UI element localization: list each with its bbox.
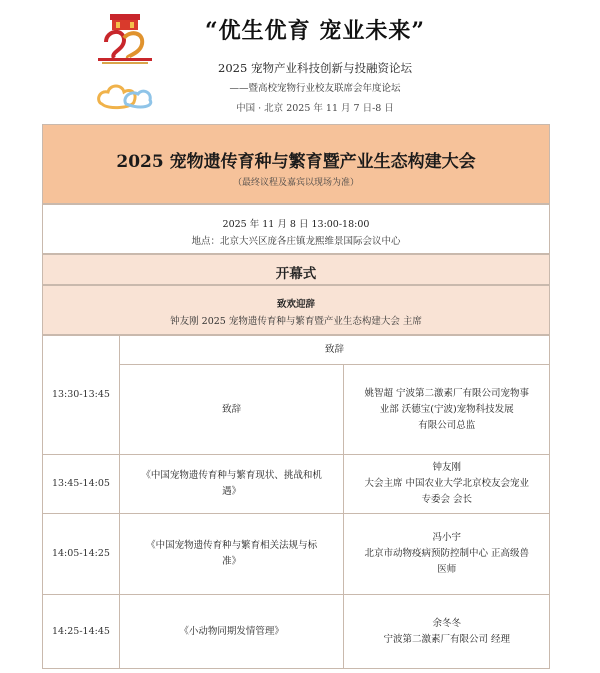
opening-title: 开幕式 <box>275 266 317 282</box>
topic-cell <box>119 514 344 595</box>
table-row <box>43 365 550 455</box>
topic-line: 《中国宠物遗传育种与繁育现状、挑战和机 <box>141 470 322 481</box>
speaker-line: 专委会 会长 <box>421 494 472 505</box>
conference-note: （最终议程及嘉宾以现场为准） <box>232 178 359 188</box>
speaker-line: 有限公司总监 <box>418 419 476 431</box>
table-row <box>43 336 550 365</box>
table-row <box>43 595 550 669</box>
schedule-header: 致辞 <box>119 336 549 365</box>
speaker-cell <box>344 455 550 514</box>
conference-title: 2025 宠物遗传育种与繁育暨产业生态构建大会 <box>116 152 476 172</box>
time-cell: 13:45-14:05 <box>43 455 120 514</box>
topic-line: 《中国宠物遗传育种与繁育相关法规与标 <box>146 540 318 551</box>
topic-line: 《小动物同期发情管理》 <box>179 625 284 637</box>
topic-line: 准》 <box>222 556 242 567</box>
speaker-line: 医师 <box>437 564 457 575</box>
time-cell: 13:30-13:45 <box>43 336 120 455</box>
speaker-cell <box>344 514 550 595</box>
speaker-line: 姚智超 宁波第二激素厂有限公司宠物事 <box>364 387 529 399</box>
topic-cell: 致辞 <box>119 365 344 455</box>
welcome-speech <box>42 285 550 335</box>
time-cell: 14:05-14:25 <box>43 514 120 595</box>
forum-title: 2025 宠物产业科技创新与投融资论坛 <box>218 61 412 75</box>
forum-date: 中国 · 北京 2025 年 11 月 7 日-8 日 <box>236 103 394 114</box>
partner-logo <box>96 80 156 112</box>
forum-subtitle: ——暨高校宠物行业校友联席会年度论坛 <box>229 83 401 94</box>
speaker-line: 大会主席 中国农业大学北京校友会宠业 <box>364 478 529 489</box>
topic-line: 遇》 <box>222 486 242 497</box>
speaker-line: 北京市动物疫病预防控制中心 正高级兽 <box>364 548 529 559</box>
forum-logo <box>90 12 160 66</box>
speaker-cell <box>344 595 550 669</box>
table-row <box>43 455 550 514</box>
page-header <box>0 0 600 118</box>
schedule-table <box>42 335 550 669</box>
conference-time: 2025 年 11 月 8 日 13:00-18:00 <box>222 219 370 230</box>
conference-info <box>42 204 550 254</box>
time-cell: 14:25-14:45 <box>43 595 120 669</box>
conference-venue: 地点：北京大兴区庞各庄镇龙熙维景国际会议中心 <box>191 236 401 247</box>
speaker-cell <box>344 365 550 455</box>
topic-cell <box>119 455 344 514</box>
conference-title-banner <box>42 124 550 204</box>
speaker-line: 钟友刚 <box>432 462 461 473</box>
speaker-line: 业部 沃德宝(宁波)宠物科技发展 <box>379 403 514 415</box>
opening-section-header <box>42 254 550 285</box>
welcome-title: 致欢迎辞 <box>276 299 315 310</box>
table-row <box>43 514 550 595</box>
speaker-line: 冯小宇 <box>432 532 461 543</box>
slogan: “优生优育 宠业未来” <box>205 18 425 44</box>
speaker-line: 余冬冬 <box>432 617 461 629</box>
topic-cell <box>119 595 344 669</box>
speaker-line: 宁波第二激素厂有限公司 经理 <box>383 633 510 645</box>
welcome-chair: 钟友刚 2025 宠物遗传育种与繁育暨产业生态构建大会 主席 <box>170 316 422 327</box>
